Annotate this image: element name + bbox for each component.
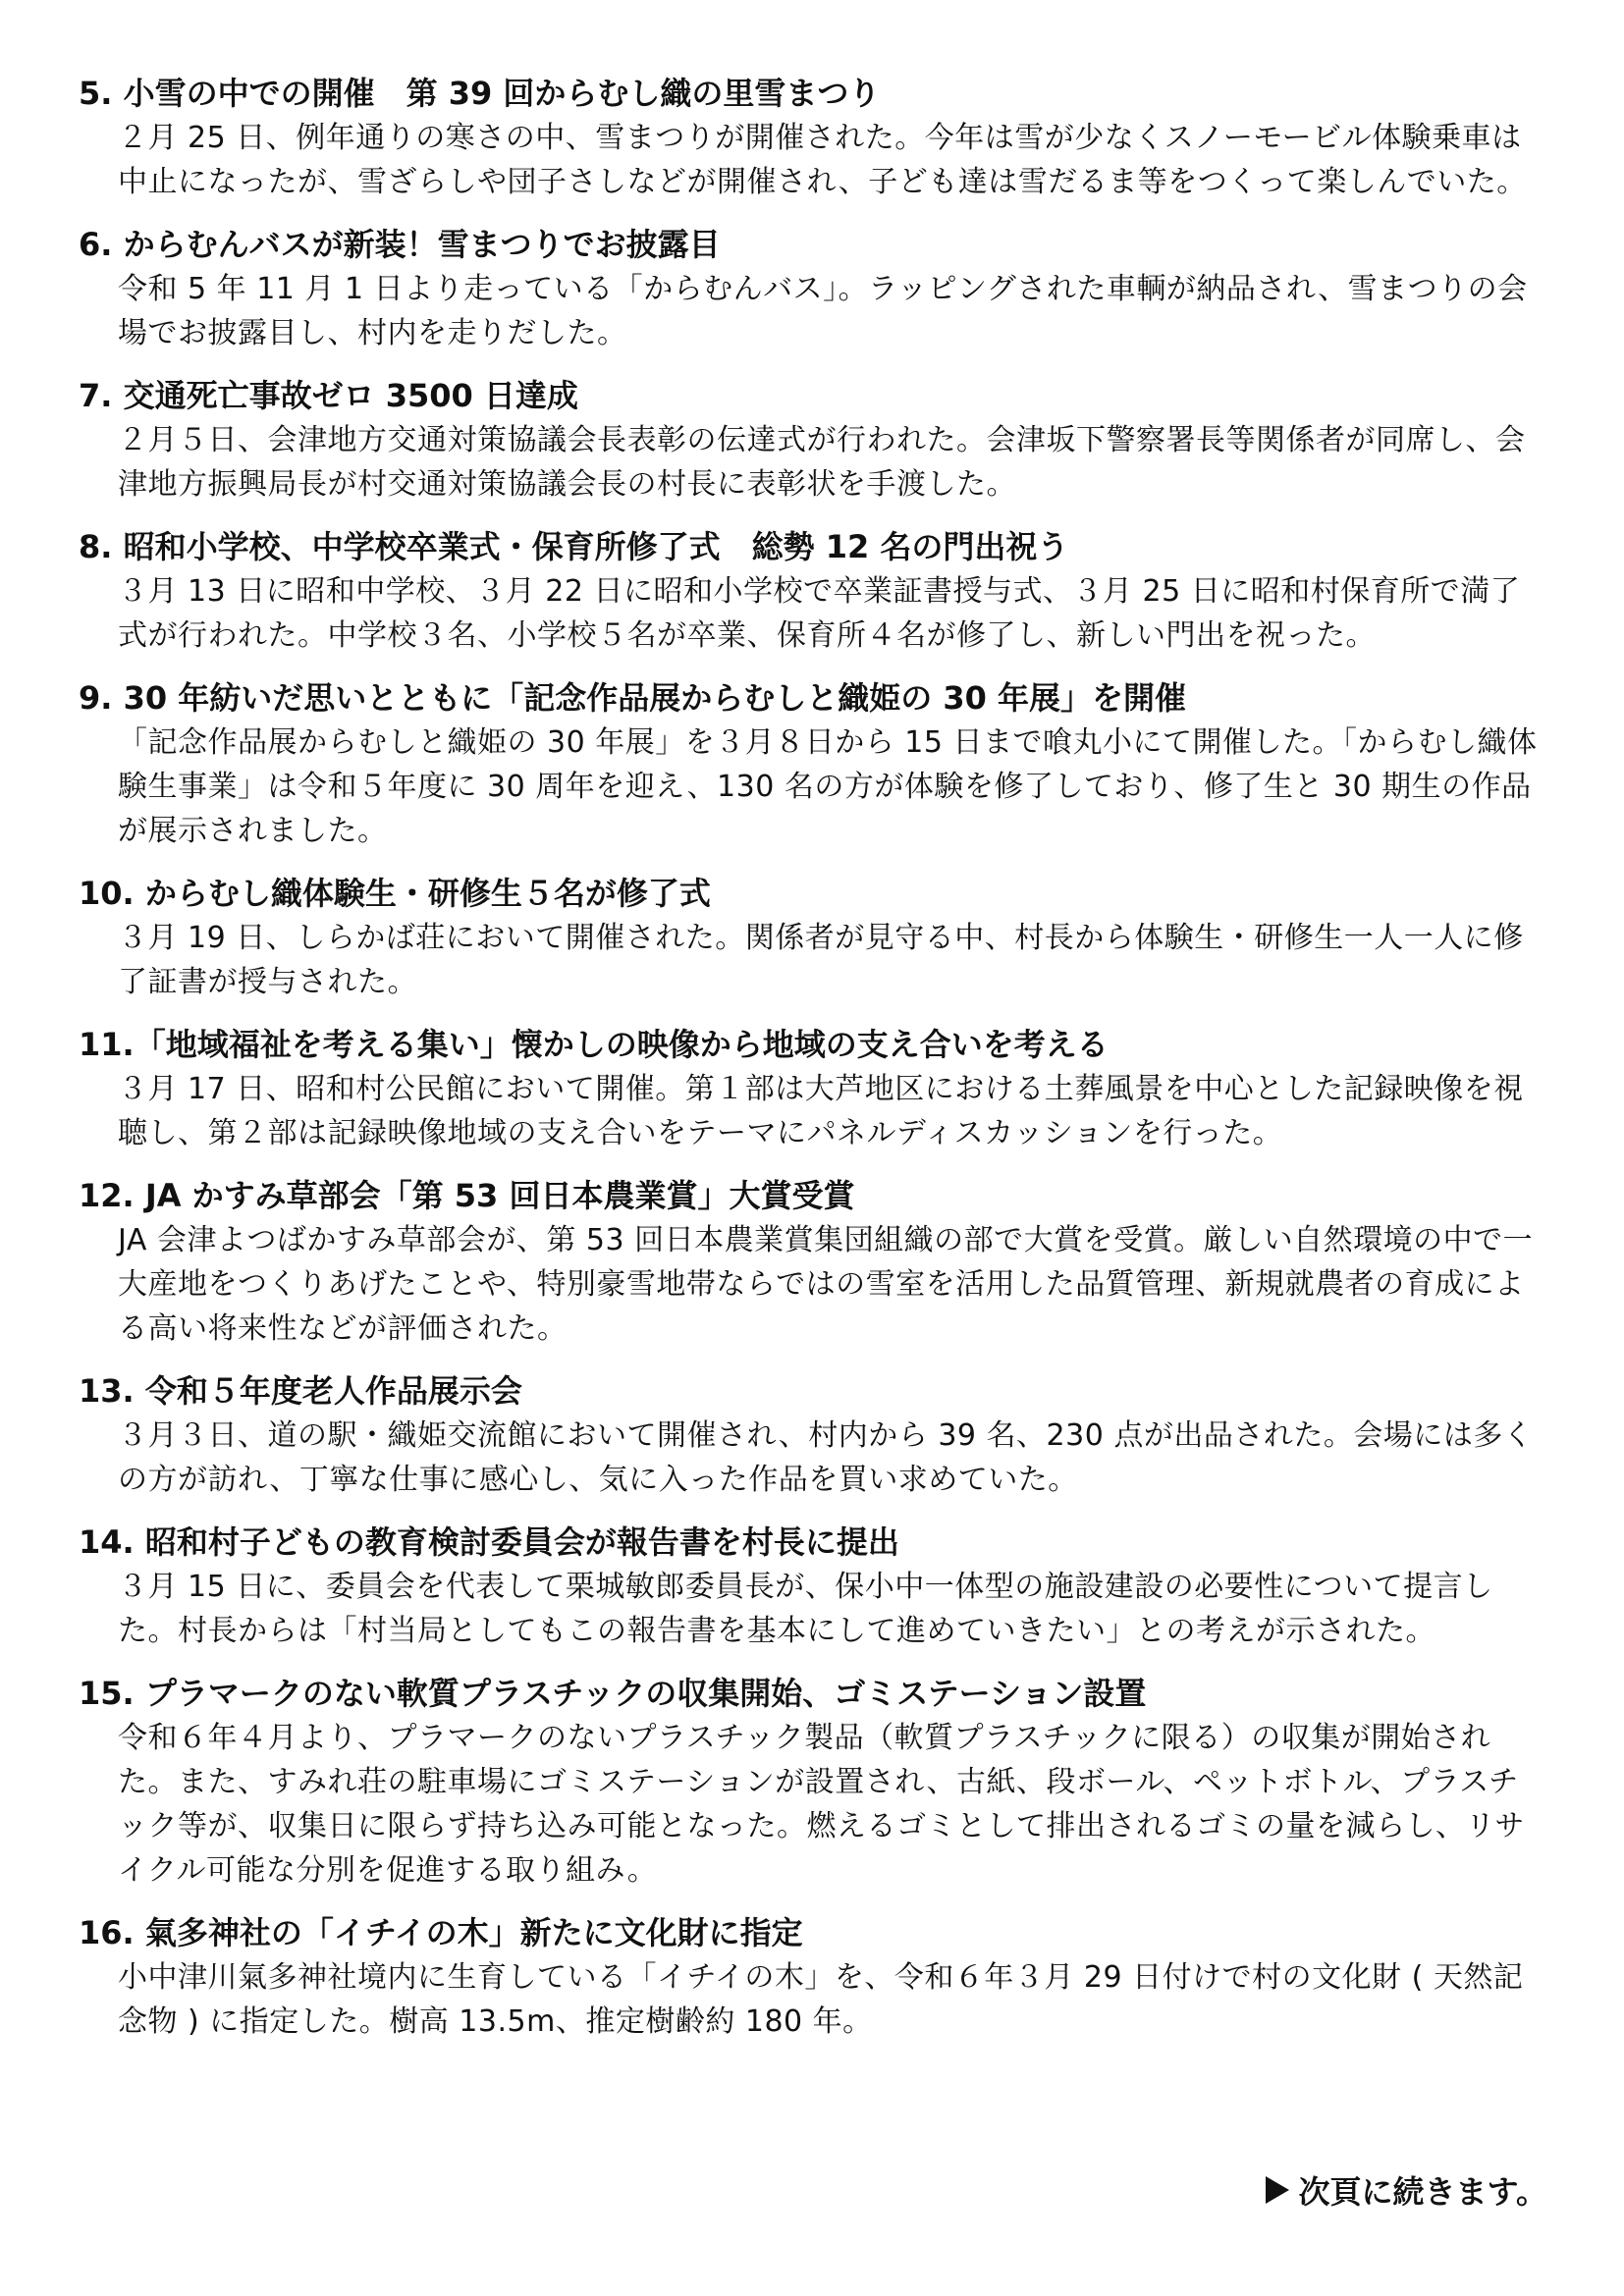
continued-next-page-note	[1266, 2167, 1547, 2213]
news-item-body: ２月５日、会津地方交通対策協議会長表彰の伝達式が行われた。会津坂下警察署長等関係者が同席し、会津地方振興局長が村交通対策協議会長の村長に表彰状を手渡した。	[118, 423, 1526, 502]
news-item-body: ３月 15 日に、委員会を代表して栗城敏郎委員長が、保小中一体型の施設建設の必要性について提言した。村長からは「村当局としてもこの報告書を基本にして進めていきたい」との考えが示された。	[118, 1570, 1493, 1648]
news-item-5	[79, 71, 1547, 204]
news-item-title: 9. 30 年紡いだ思いとともに「記念作品展からむしと織姫の 30 年展」を開催	[79, 679, 1187, 717]
news-item-title: 16. 氣多神社の「イチイの木」新たに文化財に指定	[79, 1914, 803, 1951]
news-item-14	[79, 1520, 1547, 1653]
news-item-12	[79, 1173, 1547, 1351]
news-item-title: 11.「地域福祉を考える集い」懐かしの映像から地域の支え合いを考える	[79, 1026, 1109, 1063]
news-item-title: 14. 昭和村子どもの教育検討委員会が報告書を村長に提出	[79, 1523, 899, 1561]
continued-label: 次頁に続きます。	[1298, 2173, 1547, 2211]
news-item-body: 「記念作品展からむしと織姫の 30 年展」を３月８日から 15 日まで喰丸小にて開催した。「からむし織体験生事業」は令和５年度に 30 周年を迎え、130 名の方が体験を修了しており、修了生と 30 期生の作品が展示されました。	[118, 725, 1538, 848]
news-item-9	[79, 675, 1547, 853]
news-item-title: 15. プラマークのない軟質プラスチックの収集開始、ゴミステーション設置	[79, 1675, 1147, 1712]
news-item-10	[79, 871, 1547, 1004]
news-item-title: 5. 小雪の中での開催 第 39 回からむし織の里雪まつり	[79, 75, 881, 112]
news-item-8	[79, 524, 1547, 658]
news-item-title: 13. 令和５年度老人作品展示会	[79, 1372, 522, 1410]
news-item-body: JA 会津よつばかすみ草部会が、第 53 回日本農業賞集団組織の部で大賞を受賞。厳しい自然環境の中で一大産地をつくりあげたことや、特別豪雪地帯ならではの雪室を活用した品質管理、新規就農者の育成による高い将来性などが評価された。	[118, 1223, 1534, 1346]
news-item-body: ３月 17 日、昭和村公民館において開催。第１部は大芦地区における土葬風景を中心とした記録映像を視聴し、第２部は記録映像地域の支え合いをテーマにパネルディスカッションを行った。	[118, 1072, 1524, 1150]
news-item-15	[79, 1671, 1547, 1893]
news-item-title: 8. 昭和小学校、中学校卒業式・保育所修了式 総勢 12 名の門出祝う	[79, 528, 1069, 565]
news-item-body: 令和 5 年 11 月 1 日より走っている「からむんバス」。ラッピングされた車輌が納品され、雪まつりの会場でお披露目し、村内を走りだした。	[118, 272, 1528, 350]
news-item-body: 小中津川氣多神社境内に生育している「イチイの木」を、令和６年３月 29 日付けで村の文化財 ( 天然記念物 ) に指定した。樹高 13.5m、推定樹齢約 180 年。	[118, 1960, 1524, 2039]
news-item-title: 10. からむし織体験生・研修生５名が修了式	[79, 875, 711, 912]
news-item-title: 12. JA かすみ草部会「第 53 回日本農業賞」大賞受賞	[79, 1177, 855, 1214]
news-item-title: 7. 交通死亡事故ゼロ 3500 日達成	[79, 377, 578, 414]
news-item-7	[79, 373, 1547, 507]
play-triangle-icon	[1266, 2176, 1289, 2204]
news-item-title: 6. からむんバスが新装！雪まつりでお披露目	[79, 226, 721, 263]
news-item-16	[79, 1910, 1547, 2044]
news-item-body: ３月３日、道の駅・織姫交流館において開催され、村内から 39 名、230 点が出品された。会場には多くの方が訪れ、丁寧な仕事に感心し、気に入った作品を買い求めていた。	[118, 1418, 1534, 1497]
news-item-body: ２月 25 日、例年通りの寒さの中、雪まつりが開催された。今年は雪が少なくスノーモービル体験乗車は中止になったが、雪ざらしや団子さしなどが開催され、子ども達は雪だるま等をつくって楽しんでいた。	[118, 121, 1527, 199]
news-item-6	[79, 222, 1547, 355]
news-item-body: 令和６年４月より、プラマークのないプラスチック製品（軟質プラスチックに限る）の収集が開始された。また、すみれ荘の駐車場にゴミステーションが設置され、古紙、段ボール、ペットボトル、プラスチック等が、収集日に限らず持ち込み可能となった。燃えるゴミとして排出されるゴミの量を減らし、リサイクル可能な分別を促進する取り組み。	[118, 1721, 1525, 1888]
news-item-body: ３月 13 日に昭和中学校、３月 22 日に昭和小学校で卒業証書授与式、３月 25 日に昭和村保育所で満了式が行われた。中学校３名、小学校５名が卒業、保育所４名が修了し、新しい門出を祝った。	[118, 574, 1521, 653]
news-item-11	[79, 1022, 1547, 1155]
news-item-13	[79, 1368, 1547, 1502]
news-item-body: ３月 19 日、しらかば荘において開催された。関係者が見守る中、村長から体験生・研修生一人一人に修了証書が授与された。	[118, 921, 1524, 999]
